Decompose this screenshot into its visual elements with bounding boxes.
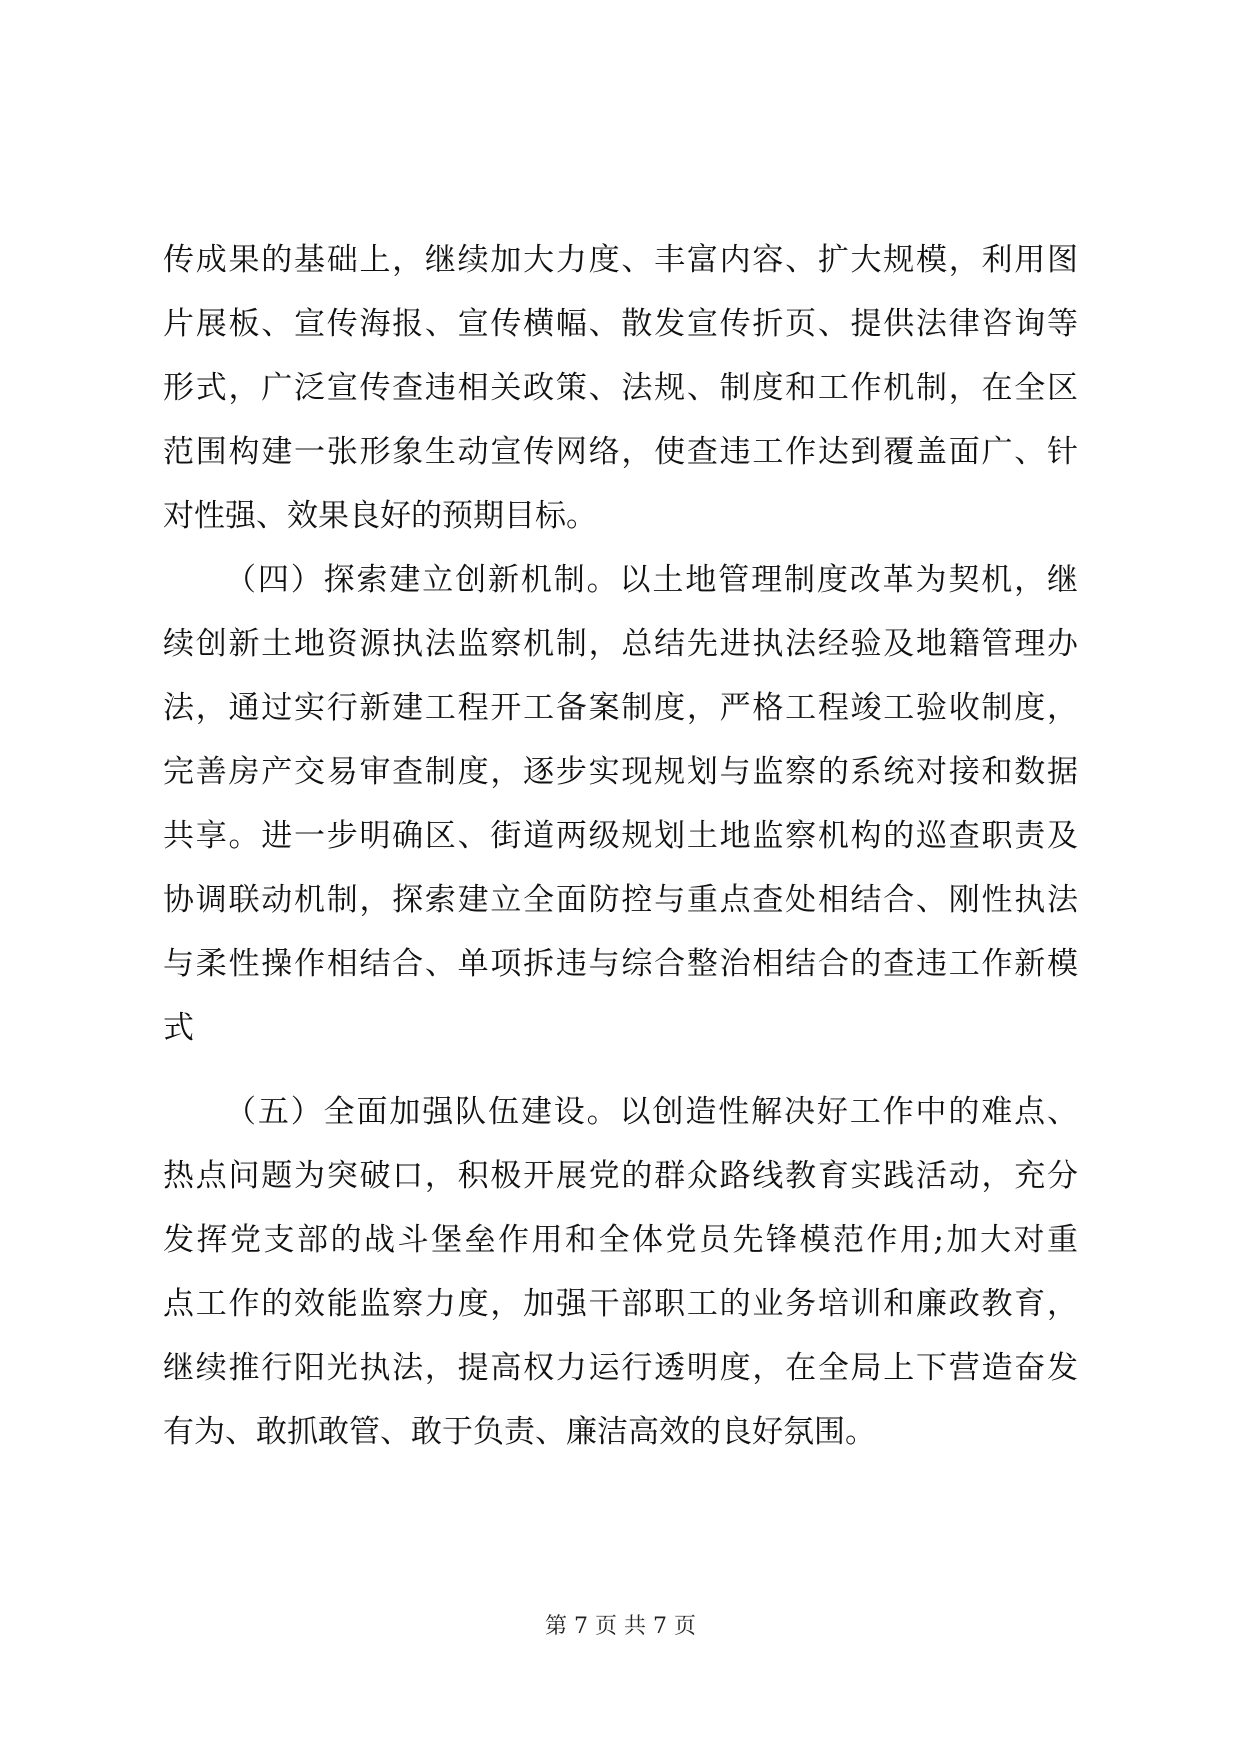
paragraph-spacer bbox=[163, 1060, 1078, 1080]
text-line: 有为、敢抓敢管、敢于负责、廉洁高效的良好氛围。 bbox=[163, 1414, 876, 1450]
text-line: 续创新土地资源执法监察机制，总结先进执法经验及地籍管理办 bbox=[163, 626, 1078, 662]
text-line: 与柔性操作相结合、单项拆违与综合整治相结合的查违工作新模 bbox=[163, 946, 1078, 982]
text-line: 协调联动机制，探索建立全面防控与重点查处相结合、刚性执法 bbox=[163, 882, 1078, 918]
paragraph-2 bbox=[163, 548, 1078, 1060]
text-line: 继续推行阳光执法，提高权力运行透明度，在全局上下营造奋发 bbox=[163, 1350, 1078, 1386]
text-line: （四）探索建立创新机制。以土地管理制度改革为契机，继 bbox=[225, 562, 1078, 598]
text-line: 点工作的效能监察力度，加强干部职工的业务培训和廉政教育， bbox=[163, 1286, 1078, 1322]
body-text bbox=[163, 228, 1078, 1464]
text-line: 对性强、效果良好的预期目标。 bbox=[163, 498, 597, 534]
text-line: 传成果的基础上，继续加大力度、丰富内容、扩大规模，利用图 bbox=[163, 242, 1078, 278]
text-line: 法，通过实行新建工程开工备案制度，严格工程竣工验收制度， bbox=[163, 690, 1078, 726]
text-line: （五）全面加强队伍建设。以创造性解决好工作中的难点、 bbox=[225, 1094, 1078, 1130]
text-line: 共享。进一步明确区、街道两级规划土地监察机构的巡查职责及 bbox=[163, 818, 1078, 854]
text-line: 完善房产交易审查制度，逐步实现规划与监察的系统对接和数据 bbox=[163, 754, 1078, 790]
text-line: 形式，广泛宣传查违相关政策、法规、制度和工作机制，在全区 bbox=[163, 370, 1078, 406]
paragraph-3 bbox=[163, 1080, 1078, 1464]
text-line: 范围构建一张形象生动宣传网络，使查违工作达到覆盖面广、针 bbox=[163, 434, 1078, 470]
text-line: 式 bbox=[163, 1010, 194, 1046]
page-footer: 第 7 页 共 7 页 bbox=[545, 1614, 696, 1639]
paragraph-1 bbox=[163, 228, 1078, 548]
text-line: 发挥党支部的战斗堡垒作用和全体党员先锋模范作用;加大对重 bbox=[163, 1222, 1078, 1258]
text-line: 热点问题为突破口，积极开展党的群众路线教育实践活动，充分 bbox=[163, 1158, 1078, 1194]
text-line: 片展板、宣传海报、宣传横幅、散发宣传折页、提供法律咨询等 bbox=[163, 306, 1078, 342]
